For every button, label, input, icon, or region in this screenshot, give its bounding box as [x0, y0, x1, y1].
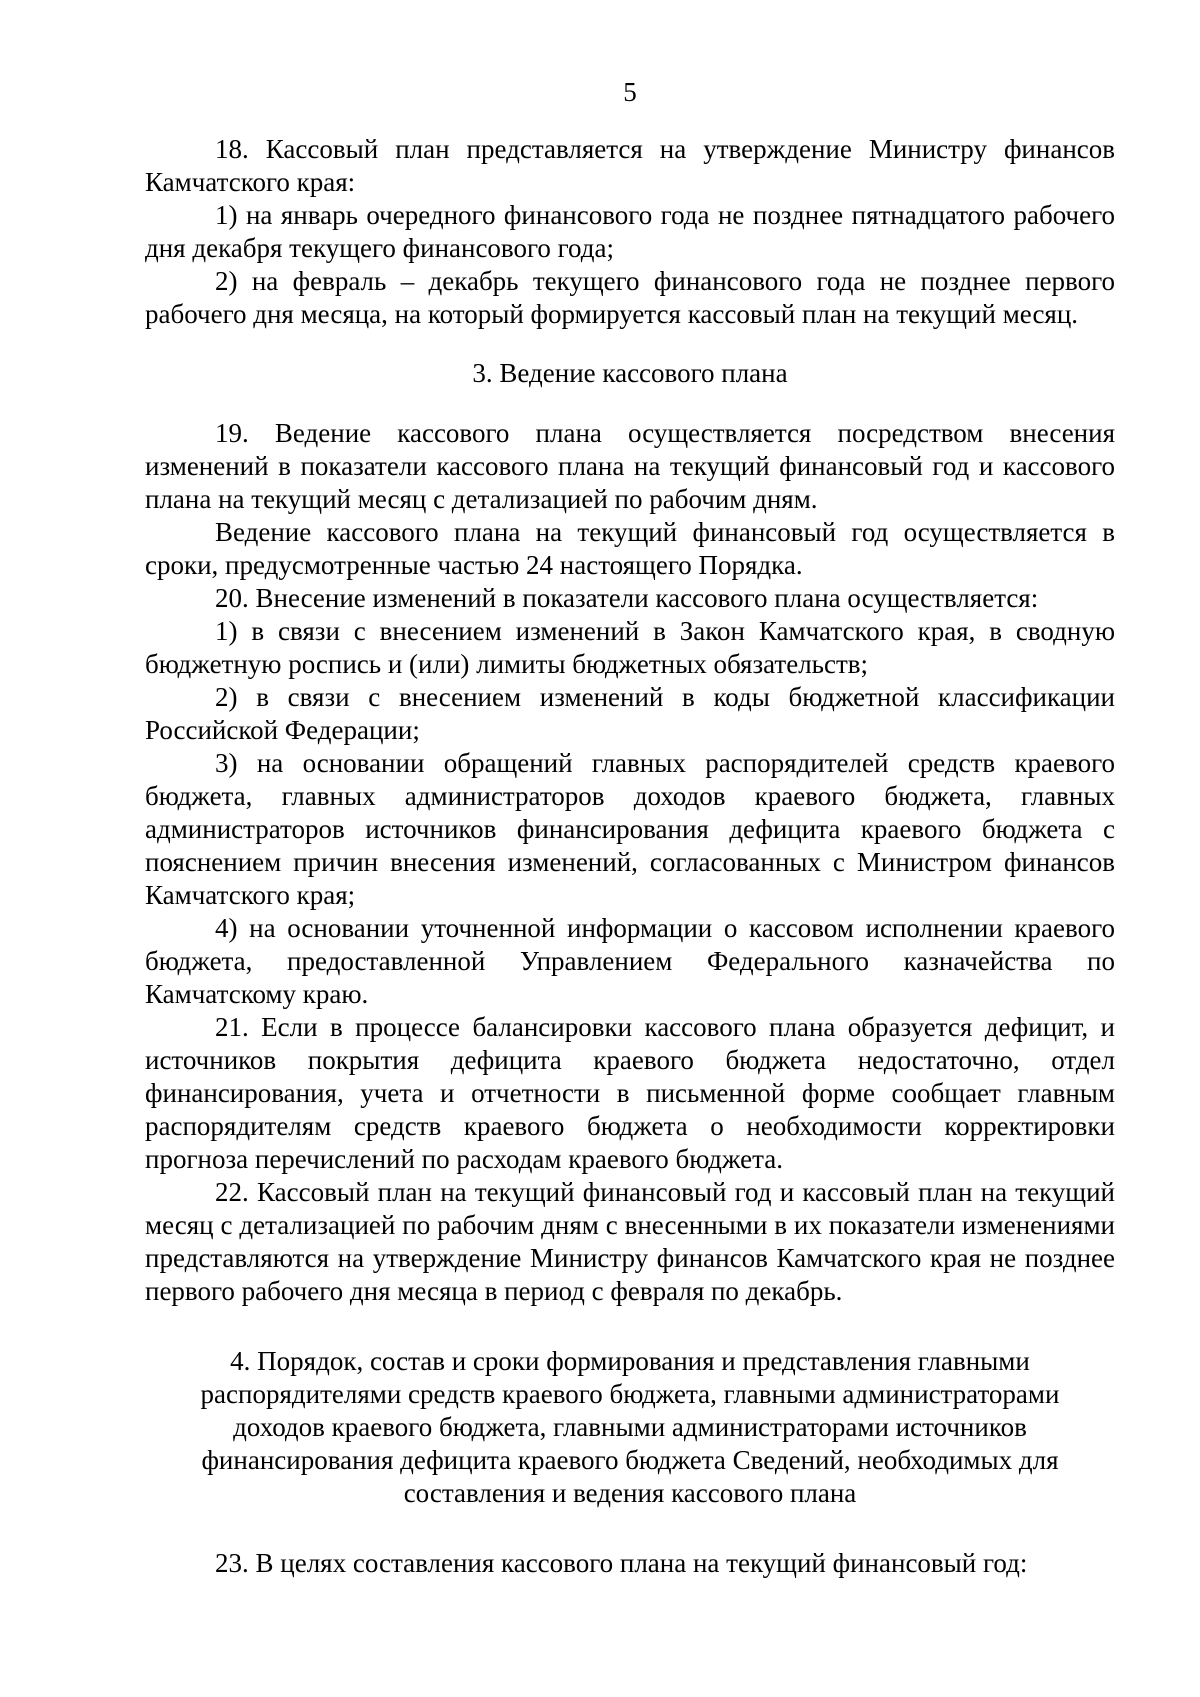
- paragraph-20-item-2: 2) в связи с внесением изменений в коды бюджетной классификации Российской Федерации;: [145, 682, 1115, 745]
- paragraph-19: 19. Ведение кассового плана осуществляется посредством внесения изменений в показатели кассового плана на текущий финансовый год и кассового плана на текущий месяц с детализацией по рабочим дням.: [145, 418, 1115, 514]
- paragraph-22: 22. Кассовый план на текущий финансовый год и кассовый план на текущий месяц с детализацией по рабочим дням с внесенными в их показатели изменениями представляются на утверждение Министру финансов Камчатского края не позднее первого рабочего дня месяца в период с февраля по декабрь.: [145, 1177, 1115, 1306]
- paragraph-18-item-2: 2) на февраль – декабрь текущего финансового года не позднее первого рабочего дня месяца, на который формируется кассовый план на текущий месяц.: [145, 266, 1115, 329]
- paragraph-20: 20. Внесение изменений в показатели кассового плана осуществляется:: [215, 583, 1039, 613]
- paragraph-23: 23. В целях составления кассового плана на текущий финансовый год:: [215, 1548, 1028, 1578]
- paragraph-20-item-4: 4) на основании уточненной информации о кассовом исполнении краевого бюджета, предоставленной Управлением Федерального казначейства по Камчатскому краю.: [145, 913, 1115, 1009]
- paragraph-18: 18. Кассовый план представляется на утверждение Министру финансов Камчатского края:: [145, 134, 1115, 197]
- paragraph-20-item-3: 3) на основании обращений главных распорядителей средств краевого бюджета, главных администраторов доходов краевого бюджета, главных администраторов источников финансирования дефицита краевого бюджета с пояснением причин внесения изменений, согласованных с Министром финансов Камчатского края;: [145, 748, 1115, 910]
- document-body: [145, 133, 1115, 1580]
- paragraph-20-item-1: 1) в связи с внесением изменений в Закон Камчатского края, в сводную бюджетную роспись и (или) лимиты бюджетных обязательств;: [145, 616, 1115, 679]
- paragraph-19-continued: Ведение кассового плана на текущий финансовый год осуществляется в сроки, предусмотренные частью 24 настоящего Порядка.: [145, 517, 1115, 580]
- page-number: 5: [623, 77, 637, 107]
- section-heading-4: 4. Порядок, состав и сроки формирования и представления главными распорядителями средств краевого бюджета, главными администраторами доходов краевого бюджета, главными администраторами источников финансирования дефицита краевого бюджета Сведений, необходимых для составления и ведения кассового плана: [200, 1346, 1060, 1508]
- section-heading-3: 3. Ведение кассового плана: [472, 358, 788, 388]
- paragraph-21: 21. Если в процессе балансировки кассового плана образуется дефицит, и источников покрытия дефицита краевого бюджета недостаточно, отдел финансирования, учета и отчетности в письменной форме сообщает главным распорядителям средств краевого бюджета о необходимости корректировки прогноза перечислений по расходам краевого бюджета.: [145, 1012, 1115, 1174]
- paragraph-18-item-1: 1) на январь очередного финансового года не позднее пятнадцатого рабочего дня декабря текущего финансового года;: [145, 200, 1115, 263]
